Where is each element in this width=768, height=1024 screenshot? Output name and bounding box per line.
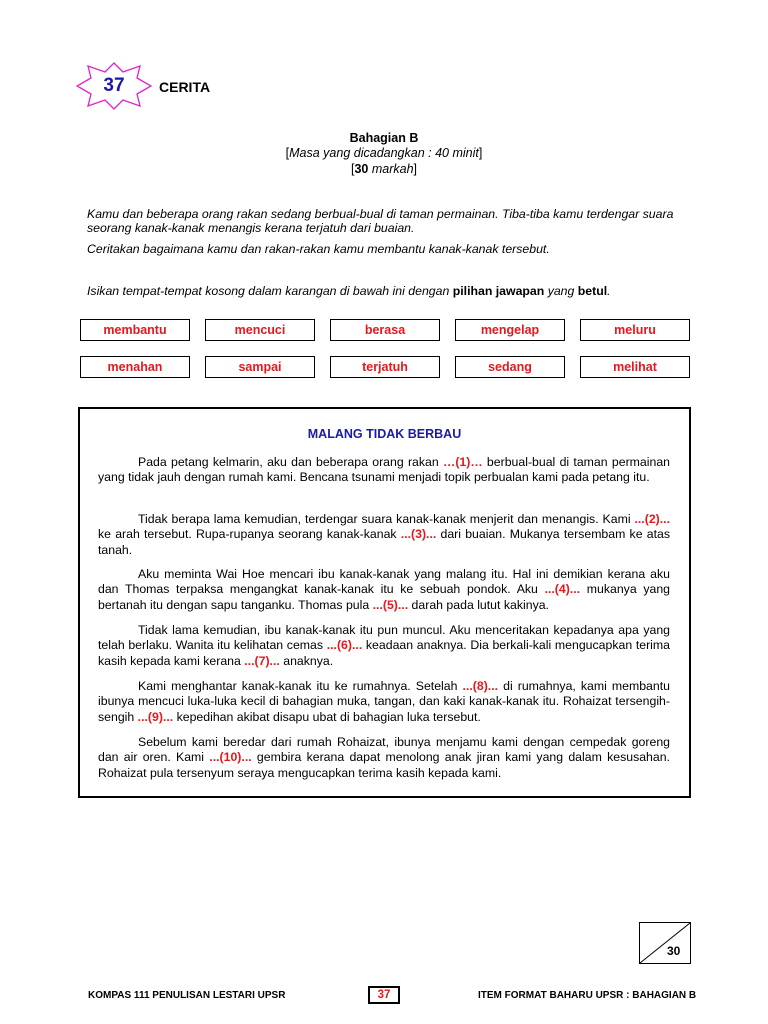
word-option[interactable]: mencuci: [205, 319, 315, 341]
para-text: Tidak berapa lama kemudian, terdengar suara kanak-kanak menjerit dan menangis. Kami: [138, 512, 635, 526]
bracket-close: ]: [413, 162, 418, 176]
word-option[interactable]: menahan: [80, 356, 190, 378]
word-option[interactable]: meluru: [580, 319, 690, 341]
word-option[interactable]: mengelap: [455, 319, 565, 341]
chapter-star-badge: [76, 62, 152, 110]
story-paragraph: [98, 512, 670, 558]
fill-bold: pilihan jawapan: [452, 284, 545, 298]
fill-bold2: betul: [577, 284, 608, 298]
task-text: Ceritakan bagaimana kamu dan rakan-rakan kamu membantu kanak-kanak tersebut.: [87, 242, 550, 256]
story-paragraph: [98, 679, 670, 725]
para-text: Aku meminta Wai Hoe mencari ibu kanak-kanak yang malang itu. Hal ini demikian kerana aku dan Thomas terpaksa mengangkat kanak-kanak itu ke sebuah pondok. Aku: [98, 567, 670, 597]
blank-6[interactable]: ...(6)...: [326, 638, 363, 653]
para-text: ke arah tersebut. Rupa-rupanya seorang kanak-kanak: [98, 527, 401, 542]
marks-allowed: [0, 162, 768, 176]
section-title: CERITA: [159, 79, 211, 95]
time-text: Masa yang dicadangkan : 40 minit: [289, 146, 479, 160]
footer-book-title: KOMPAS 111 PENULISAN LESTARI UPSR: [88, 990, 286, 1001]
fill-middle: yang: [544, 284, 578, 298]
para-text: Pada petang kelmarin, aku dan beberapa orang rakan: [138, 455, 444, 469]
blank-1[interactable]: …(1)…: [443, 455, 483, 469]
bracket-open: [: [285, 146, 290, 160]
word-option[interactable]: sedang: [455, 356, 565, 378]
part-heading: Bahagian B: [349, 131, 419, 145]
story-title: MALANG TIDAK BERBAU: [307, 427, 462, 441]
blank-4[interactable]: ...(4)...: [544, 582, 581, 597]
para-text: darah pada lutut kakinya.: [408, 597, 549, 612]
time-allowed: [0, 146, 768, 160]
word-option[interactable]: berasa: [330, 319, 440, 341]
score-box: [639, 922, 691, 964]
word-option[interactable]: melihat: [580, 356, 690, 378]
para-text: berbual-bual di taman permainan yang tidak jauh dengan rumah kami. Bencana tsunami menjadi topik perbualan kami pada petang itu.: [98, 455, 670, 485]
story-paragraph: [98, 567, 670, 613]
para-text: anaknya.: [279, 653, 334, 668]
word-option[interactable]: membantu: [80, 319, 190, 341]
bracket-open: [: [350, 162, 355, 176]
diagonal-divider-icon: [640, 923, 690, 963]
para-text: dari buaian. Mukanya tersembam ke atas tanah.: [98, 527, 670, 557]
word-option[interactable]: terjatuh: [330, 356, 440, 378]
para-text: keadaan anaknya. Dia berkali-kali mengucapkan terima kasih kepada kami kerana: [98, 638, 671, 668]
fill-instruction: [87, 284, 687, 298]
blank-10[interactable]: ...(10)...: [209, 750, 252, 765]
para-text: Tidak lama kemudian, ibu kanak-kanak itu pun muncul. Aku menceritakan kepadanya apa yang telah berlaku. Wanita itu kelihatan cemas: [98, 623, 670, 653]
blank-8[interactable]: ...(8)...: [462, 679, 499, 693]
footer-format-note: ITEM FORMAT BAHARU UPSR : BAHAGIAN B: [478, 990, 697, 1001]
story-paragraph: [98, 623, 670, 669]
para-text: Sebelum kami beredar dari rumah Rohaizat, ibunya menjamu kami dengan cempedak goreng dan air oren. Kami: [98, 735, 670, 765]
para-text: mukanya yang bertanah itu dengan sapu tanganku. Thomas pula: [98, 582, 670, 612]
word-option[interactable]: sampai: [205, 356, 315, 378]
blank-2[interactable]: ...(2)...: [634, 512, 670, 526]
blank-3[interactable]: ...(3)...: [400, 527, 437, 542]
score-total: 30: [667, 944, 681, 958]
marks-value: 30: [354, 162, 369, 176]
para-text: di rumahnya, kami membantu ibunya mencuci luka-luka kecil di bahagian muka, tangan, dan kaki kanak-kanak itu. Rohaizat tersengih-sengih: [98, 679, 670, 724]
situation-text: Kamu dan beberapa orang rakan sedang berbual-bual di taman permainan. Tiba-tiba kamu terdengar suara seorang kanak-kanak menangis kerana terjatuh dari buaian.: [87, 207, 674, 235]
para-text: gembira kerana dapat menolong anak jiran kami yang dalam kesusahan. Rohaizat pula tersenyum seraya mengucapkan terima kasih kepada kami.: [98, 750, 670, 780]
para-text: kepedihan akibat disapu ubat di bahagian luka tersebut.: [173, 709, 481, 724]
marks-word: markah: [368, 162, 414, 176]
story-paragraph: [98, 735, 670, 781]
blank-5[interactable]: ...(5)...: [372, 597, 409, 612]
bracket-close: ]: [478, 146, 483, 160]
blank-7[interactable]: ...(7)...: [244, 653, 280, 668]
fill-end: .: [607, 284, 611, 298]
footer-page-number: 37: [368, 986, 400, 1004]
story-paragraph: [98, 455, 670, 486]
chapter-number: 37: [103, 75, 125, 96]
fill-prefix: Isikan tempat-tempat kosong dalam karangan di bawah ini dengan: [87, 284, 453, 298]
para-text: Kami menghantar kanak-kanak itu ke rumahnya. Setelah: [138, 679, 463, 693]
blank-9[interactable]: ...(9)...: [137, 709, 174, 724]
